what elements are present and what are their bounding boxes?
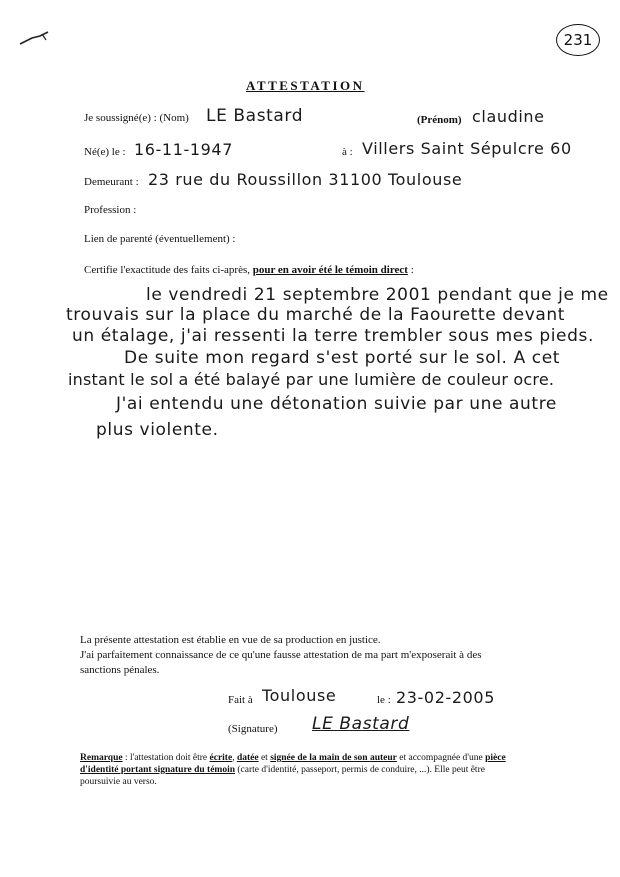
remarque-label: Remarque	[80, 753, 123, 763]
remarque-e2: datée	[236, 753, 259, 763]
signature-label: (Signature)	[228, 723, 278, 735]
nom-value: LE Bastard	[206, 106, 304, 126]
remarque-e4: pièce	[485, 753, 506, 763]
legal-line-3: sanctions pénales.	[80, 664, 160, 676]
statement-line-4: De suite mon regard s'est porté sur le sol. A cet	[124, 348, 561, 368]
corner-mark	[18, 28, 54, 48]
remarque-block	[80, 752, 550, 788]
certify-line	[84, 264, 414, 276]
date-value: 23-02-2005	[396, 688, 495, 707]
legal-line-2: J'ai parfaitement connaissance de ce qu'une fausse attestation de ma part m'exposerait à des	[80, 649, 482, 661]
signature-value: LE Bastard	[312, 714, 410, 734]
remarque-e3: signée de la main de son auteur	[270, 753, 397, 763]
date-label: le :	[377, 694, 391, 706]
fait-label: Fait à	[228, 694, 253, 706]
nom-label: Je soussigné(e) : (Nom)	[84, 112, 189, 124]
a-label: à :	[342, 146, 353, 158]
remarque-t1: : l'attestation doit être	[122, 753, 210, 763]
remarque-e5: d'identité portant signature du témoin	[80, 765, 236, 775]
certify-suffix: :	[407, 264, 414, 276]
page-title: ATTESTATION	[246, 78, 365, 93]
lien-label: Lien de parenté (éventuellement) :	[84, 233, 236, 245]
page-number: 231	[556, 24, 600, 56]
prenom-value: claudine	[472, 107, 545, 126]
legal-line-1: La présente attestation est établie en vue de sa production en justice.	[80, 634, 381, 646]
prenom-label: (Prénom)	[417, 114, 462, 126]
ne-label: Né(e) le :	[84, 146, 126, 158]
certify-emphasis: pour en avoir été le témoin direct	[252, 264, 408, 276]
statement-line-7: plus violente.	[96, 420, 219, 440]
fait-place: Toulouse	[262, 686, 337, 705]
statement-line-1: le vendredi 21 septembre 2001 pendant que je me	[146, 285, 609, 305]
statement-line-3: un étalage, j'ai ressenti la terre trembler sous mes pieds.	[72, 326, 594, 346]
statement-line-6: J'ai entendu une détonation suivie par une autre	[116, 394, 557, 414]
remarque-t5: (carte d'identité, passeport, permis de conduire, ...). Elle peut être	[235, 765, 485, 775]
certify-prefix: Certifie l'exactitude des faits ci-après,	[84, 264, 250, 276]
demeurant-value: 23 rue du Roussillon 31100 Toulouse	[148, 170, 463, 189]
statement-line-5: instant le sol a été balayé par une lumière de couleur ocre.	[68, 370, 555, 389]
ne-value: 16-11-1947	[134, 140, 233, 159]
remarque-t3: et	[258, 753, 271, 763]
demeurant-label: Demeurant :	[84, 176, 139, 188]
a-value: Villers Saint Sépulcre 60	[362, 139, 572, 158]
profession-label: Profession :	[84, 204, 137, 216]
remarque-t4: et accompagnée d'une	[396, 753, 486, 763]
remarque-e1: écrite	[209, 753, 233, 763]
remarque-t2: ,	[232, 753, 237, 763]
statement-line-2: trouvais sur la place du marché de la Faourette devant	[66, 305, 566, 325]
remarque-t6: poursuivie au verso.	[80, 777, 157, 787]
